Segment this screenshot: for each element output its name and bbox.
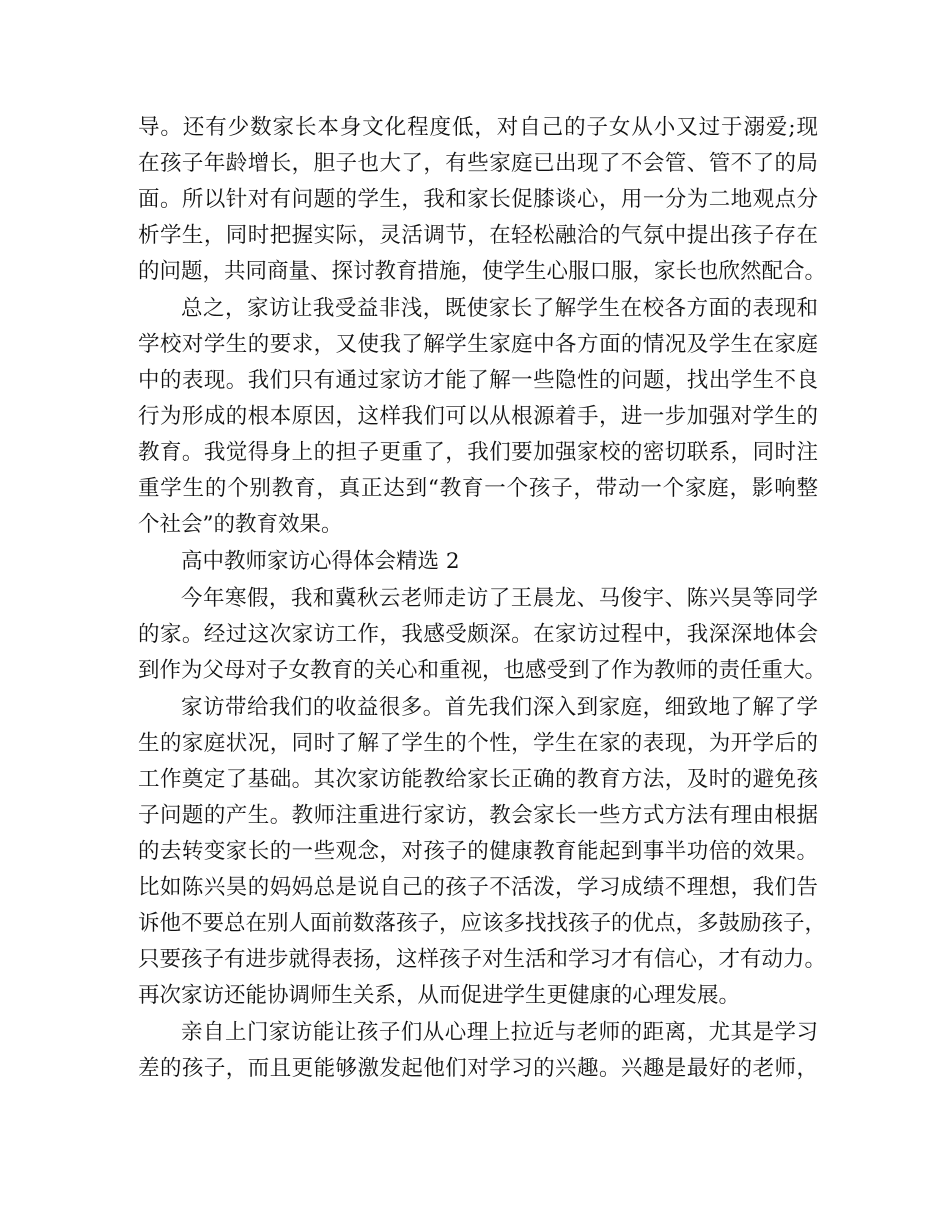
text-line: 在孩子年龄增长，胆子也大了，有些家庭已出现了不会管、管不了的局 [138,151,818,176]
text-line: 教育。我觉得身上的担子更重了，我们要加强家校的密切联系，同时注 [138,440,818,465]
text-line: 差的孩子，而且更能够激发起他们对学习的兴趣。兴趣是最好的老师， [138,1056,818,1081]
section-title: 高中教师家访心得体会精选 2 [181,549,460,574]
text-line: 再次家访还能协调师生关系，从而促进学生更健康的心理发展。 [138,983,741,1008]
text-line: 诉他不要总在别人面前数落孩子，应该多找找孩子的优点，多鼓励孩子， [138,911,827,936]
text-line: 到作为父母对子女教育的关心和重视，也感受到了作为教师的责任重大。 [138,658,827,683]
paragraph-2 [138,291,818,543]
text-line: 生的家庭状况，同时了解了学生的个性，学生在家的表现，为开学后的 [138,731,818,756]
text-line: 的去转变家长的一些观念，对孩子的健康教育能起到事半功倍的效果。 [138,839,818,864]
text-line: 的家。经过这次家访工作，我感受颇深。在家访过程中，我深深地体会 [138,622,818,647]
text-line: 亲自上门家访能让孩子们从心理上拉近与老师的距离，尤其是学习 [181,1020,818,1045]
text-line: 家访带给我们的收益很多。首先我们深入到家庭，细致地了解了学 [181,695,818,720]
text-line: 中的表现。我们只有通过家访才能了解一些隐性的问题，找出学生不良 [138,368,818,393]
text-line: 学校对学生的要求，又使我了解学生家庭中各方面的情况及学生在家庭 [138,332,818,357]
document-page [138,110,827,1088]
text-line: 今年寒假，我和冀秋云老师走访了王晨龙、马俊宇、陈兴昊等同学 [181,586,818,611]
text-line: 个社会”的教育效果。 [138,512,343,537]
text-line: 重学生的个别教育，真正达到“教育一个孩子，带动一个家庭，影响整 [138,476,818,501]
text-line: 行为形成的根本原因，这样我们可以从根源着手，进一步加强对学生的 [138,404,818,429]
section-heading [138,544,818,580]
text-line: 面。所以针对有问题的学生，我和家长促膝谈心，用一分为二地观点分 [138,187,818,212]
paragraph-4 [138,690,827,1014]
text-line: 析学生，同时把握实际，灵活调节，在轻松融洽的气氛中提出孩子存在 [138,223,818,248]
text-line: 的问题，共同商量、探讨教育措施，使学生心服口服，家长也欣然配合。 [138,259,827,284]
text-line: 工作奠定了基础。其次家访能教给家长正确的教育方法，及时的避免孩 [138,767,818,792]
paragraph-1 [138,110,827,290]
text-line: 只要孩子有进步就得表扬，这样孩子对生活和学习才有信心，才有动力。 [138,947,827,972]
paragraph-5 [138,1015,818,1087]
paragraph-3 [138,581,827,689]
text-line: 比如陈兴昊的妈妈总是说自己的孩子不活泼，学习成绩不理想，我们告 [138,875,818,900]
text-line: 子问题的产生。教师注重进行家访，教会家长一些方式方法有理由根据 [138,803,818,828]
text-line: 导。还有少数家长本身文化程度低，对自己的子女从小又过于溺爱;现 [138,115,818,140]
text-line: 总之，家访让我受益非浅，既使家长了解学生在校各方面的表现和 [181,296,818,321]
